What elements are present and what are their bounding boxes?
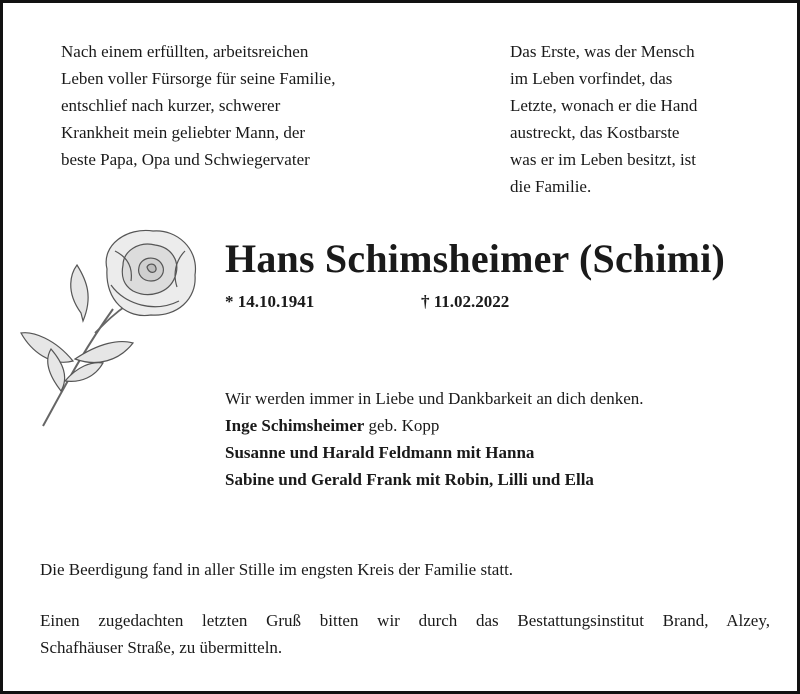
- family-member-line: Susanne und Harald Feldmann mit Hanna: [225, 443, 535, 462]
- greeting-line: Einen zugedachten letzten Gruß bitten wir durch das Bestattungsinstitut Brand, Alzey,: [40, 611, 770, 630]
- family-member-line: Sabine und Gerald Frank mit Robin, Lilli und Ella: [225, 470, 594, 489]
- birth-date: * 14.10.1941: [225, 292, 315, 311]
- funeral-info: Die Beerdigung fand in aller Stille im engsten Kreis der Familie statt.: [40, 560, 514, 579]
- greeting-line: Schafhäuser Straße, zu übermitteln.: [40, 638, 283, 657]
- family-signature: [225, 385, 785, 493]
- widow-name: Inge Schimsheimer: [225, 416, 365, 435]
- widow-line: [225, 412, 785, 439]
- greeting-info: [40, 607, 770, 661]
- family-quote: Das Erste, was der Mensch im Leben vorfindet, das Letzte, wonach er die Hand austreckt, das Kostbarste was er im Leben besitzt, ist die Familie.: [510, 42, 698, 196]
- deceased-name: Hans Schimsheimer (Schimi): [225, 236, 726, 281]
- widow-maiden-name: geb. Kopp: [364, 416, 440, 435]
- rose-icon: [15, 221, 215, 431]
- intro-text: Nach einem erfüllten, arbeitsreichen Leben voller Fürsorge für seine Familie, entschlief nach kurzer, schwerer Krankheit mein geliebter Mann, der beste Papa, Opa und Schwiegervater: [61, 42, 336, 169]
- life-dates: [225, 292, 509, 312]
- remembrance-line: Wir werden immer in Liebe und Dankbarkeit an dich denken.: [225, 389, 644, 408]
- death-date: † 11.02.2022: [421, 292, 510, 311]
